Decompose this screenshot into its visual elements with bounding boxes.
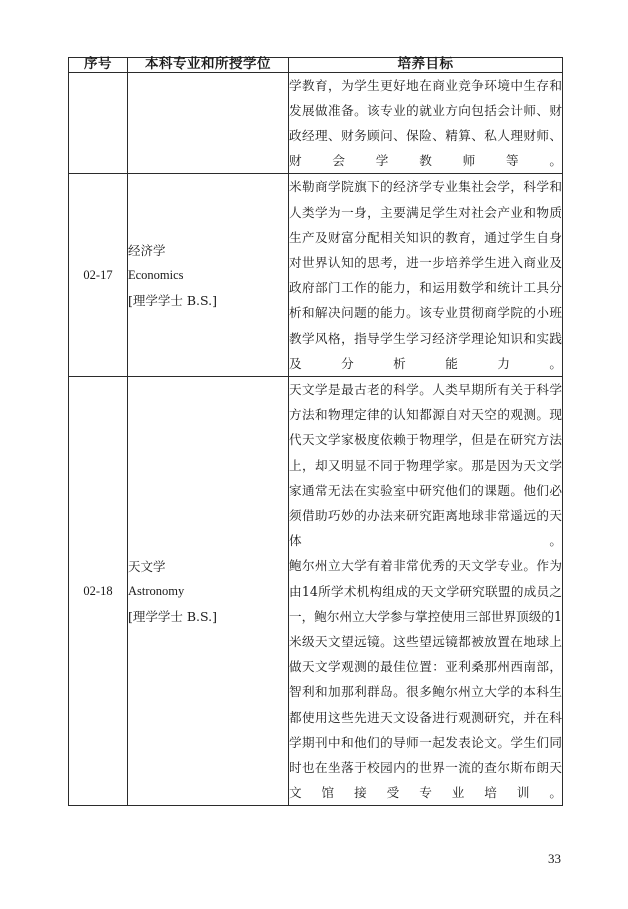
cell-major (128, 72, 289, 174)
major-name-cn: 天文学 (128, 558, 166, 574)
cell-sequence: 02-18 (69, 376, 128, 805)
goal-paragraph: 学教育，为学生更好地在商业竞争环境中生存和发展做准备。该专业的就业方向包括会计师、财政经理、财务顾问、保险、精算、私人理财师、财会学教师等。 (289, 77, 562, 169)
major-degree: [理学学士 B.S.] (128, 608, 217, 624)
page-number: 33 (548, 851, 561, 866)
table-header-row (69, 58, 563, 73)
major-name-cn: 经济学 (128, 242, 166, 258)
table-header (69, 58, 563, 73)
cell-goal (289, 72, 563, 174)
major-name-en: Astronomy (128, 583, 185, 598)
cell-goal (289, 174, 563, 377)
table-body (69, 72, 563, 806)
major-degree: [理学学士 B.S.] (128, 292, 217, 308)
major-name-en: Economics (128, 267, 184, 282)
cell-goal (289, 376, 563, 805)
goal-paragraph: 天文学是最古老的科学。人类早期所有关于科学方法和物理定律的认知都源自对天空的观测。现代天文学家极度依赖于物理学，但是在研究方法上，却又明显不同于物理学家。那是因为天文学家通常无法在实验室中研究他们的课题。他们必须借助巧妙的办法来研究距离地球非常遥远的天体。 (289, 381, 562, 549)
goal-paragraph: 米勒商学院旗下的经济学专业集社会学，科学和人类学为一身，主要满足学生对社会产业和物质生产及财富分配相关知识的教育，通过学生自身对世界认知的思考，进一步培养学生进入商业及政府部门工作的能力，和运用数学和统计工具分析和解决问题的能力。该专业贯彻商学院的小班教学风格，指导学生学习经济学理论知识和实践及分析能力。 (289, 179, 562, 371)
cell-major (128, 174, 289, 377)
table-row (69, 72, 563, 174)
column-header-goal: 培养目标 (289, 58, 563, 73)
goal-paragraph: 鲍尔州立大学有着非常优秀的天文学专业。作为由14所学术机构组成的天文学研究联盟的成员之一，鲍尔州立大学参与掌控使用三部世界顶级的1米级天文望远镜。这些望远镜都被放置在地球上做天文学观测的最佳位置：亚利桑那州西南部，智利和加那利群岛。很多鲍尔州立大学的本科生都使用这些先进天文设备进行观测研究，并在科学期刊中和他们的导师一起发表论文。学生们同时也在坐落于校园内的世界一流的查尔斯布朗天文馆接受专业培训。 (289, 558, 562, 801)
cell-sequence (69, 72, 128, 174)
column-header-major: 本科专业和所授学位 (128, 58, 289, 73)
cell-major (128, 376, 289, 805)
table-row (69, 174, 563, 377)
cell-sequence: 02-17 (69, 174, 128, 377)
table-row (69, 376, 563, 805)
column-header-seq: 序号 (69, 58, 128, 73)
majors-table (68, 57, 563, 806)
